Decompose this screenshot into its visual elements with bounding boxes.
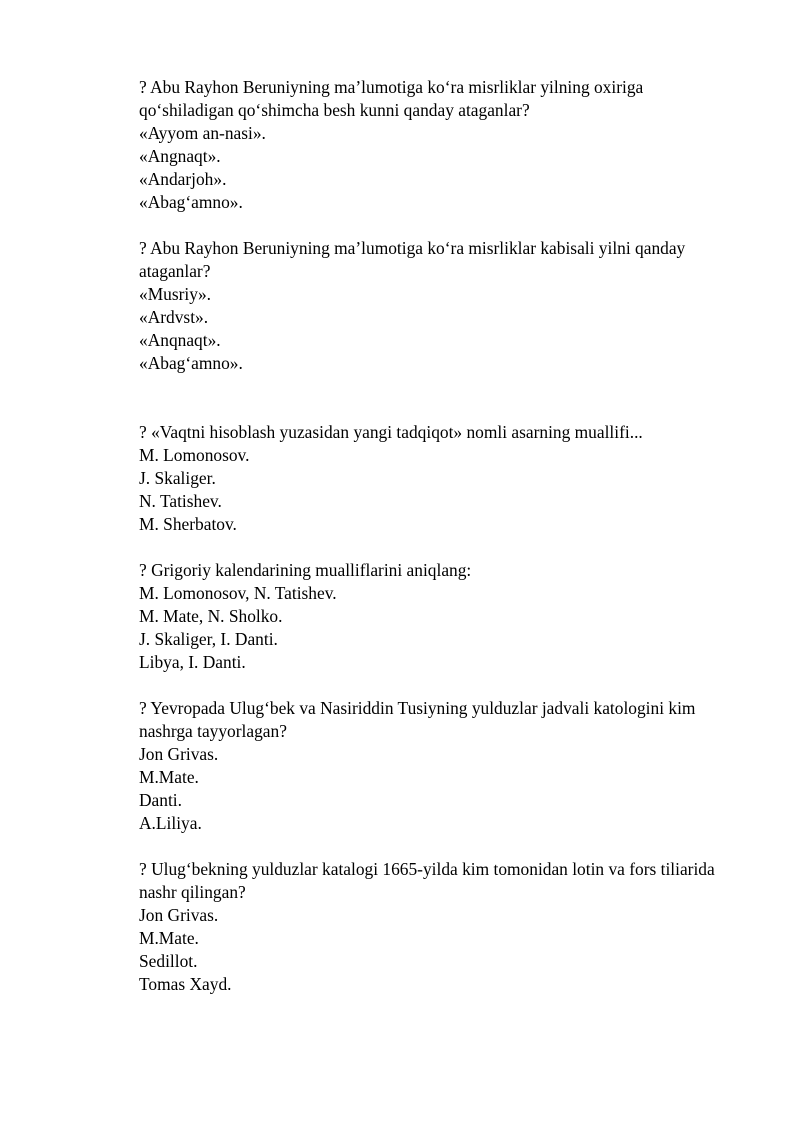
answer-option: M.Mate. [139,767,199,787]
question-text: ? Abu Rayhon Beruniyning ma’lumotiga ko‘ra misrliklar kabisali yilni qanday ataganlar? [139,238,686,281]
answer-option: Libya, I. Danti. [139,652,246,672]
answer-option: Danti. [139,790,182,810]
answer-option: «Ayyom an-nasi». [139,123,266,143]
answer-option: Tomas Xayd. [139,974,232,994]
question-text: ? Ulug‘bekning yulduzlar katalogi 1665-yilda kim tomonidan lotin va fors tiliarida nashr qilingan? [139,859,715,902]
question-text: ? Abu Rayhon Beruniyning ma’lumotiga ko‘ra misrliklar yilning oxiriga qo‘shiladigan qo‘shimcha besh kunni qanday ataganlar? [139,77,644,120]
answer-option: «Andarjoh». [139,169,227,189]
answer-option: N. Tatishev. [139,491,222,511]
question-block-2 [139,237,739,375]
answer-option: «Abag‘amno». [139,353,243,373]
answer-option: «Angnaqt». [139,146,221,166]
answer-option: J. Skaliger. [139,468,216,488]
question-text: ? Yevropada Ulug‘bek va Nasiriddin Tusiyning yulduzlar jadvali katologini kim nashrga tayyorlagan? [139,698,696,741]
answer-option: J. Skaliger, I. Danti. [139,629,278,649]
spacer [139,536,739,559]
question-block-6 [139,858,739,996]
question-block-3 [139,421,739,536]
spacer [139,375,739,421]
document-body [139,76,739,996]
answer-option: Jon Grivas. [139,905,219,925]
answer-option: Sedillot. [139,951,198,971]
answer-option: «Anqnaqt». [139,330,221,350]
question-block-4 [139,559,739,674]
answer-option: M.Mate. [139,928,199,948]
answer-option: «Ardvst». [139,307,209,327]
question-text: ? Grigoriy kalendarining mualliflarini aniqlang: [139,560,472,580]
answer-option: M. Mate, N. Sholko. [139,606,283,626]
answer-option: «Musriy». [139,284,211,304]
answer-option: M. Sherbatov. [139,514,237,534]
question-text: ? «Vaqtni hisoblash yuzasidan yangi tadqiqot» nomli asarning muallifi... [139,422,643,442]
spacer [139,835,739,858]
answer-option: Jon Grivas. [139,744,219,764]
answer-option: A.Liliya. [139,813,202,833]
answer-option: M. Lomonosov, N. Tatishev. [139,583,337,603]
answer-option: «Abag‘amno». [139,192,243,212]
spacer [139,214,739,237]
question-block-1 [139,76,739,214]
question-block-5 [139,697,739,835]
spacer [139,674,739,697]
answer-option: M. Lomonosov. [139,445,250,465]
